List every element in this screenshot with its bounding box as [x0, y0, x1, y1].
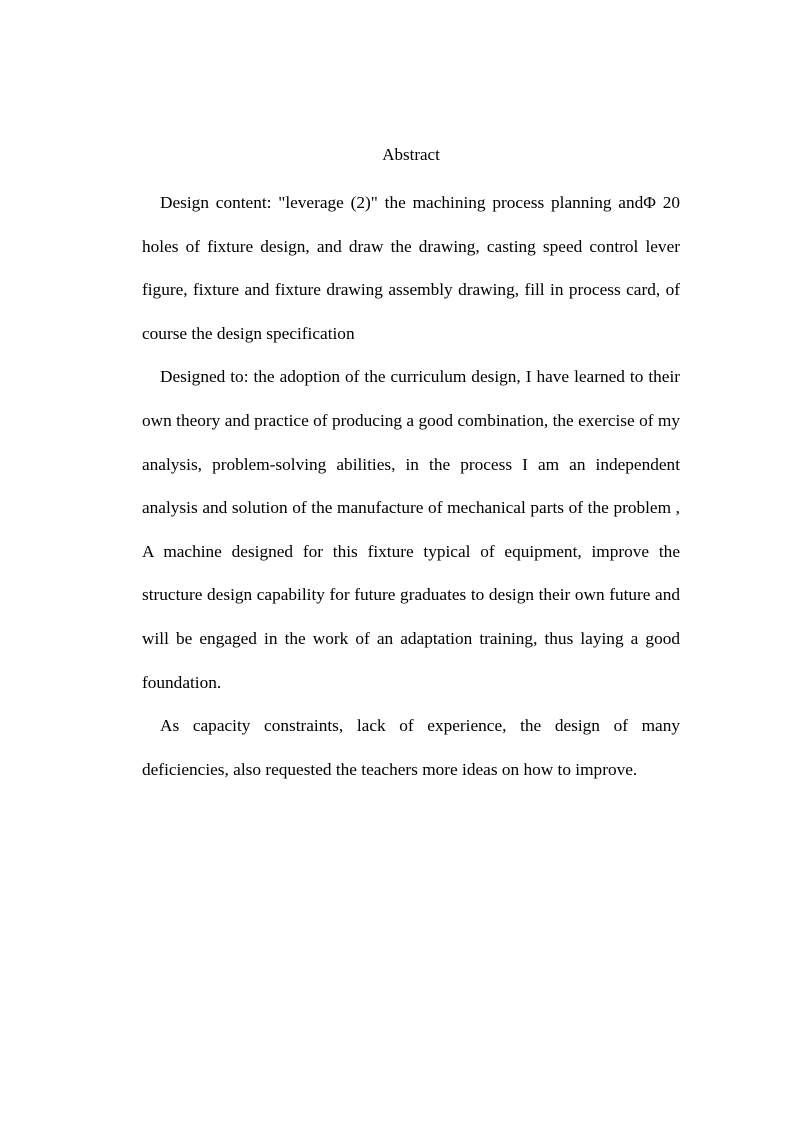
abstract-paragraph-deficiencies: As capacity constraints, lack of experience, the design of many deficiencies, also requested the teachers more ideas on how to improve. [142, 716, 680, 779]
abstract-paragraph-design-content: Design content: "leverage (2)" the machining process planning andΦ 20 holes of fixture design, and draw the drawing, casting speed control lever figure, fixture and fixture drawing assembly drawing, fill in process card, of course the design specification [142, 193, 680, 343]
abstract-title: Abstract [382, 145, 440, 164]
abstract-paragraph-design-goals: Designed to: the adoption of the curriculum design, I have learned to their own theory and practice of producing a good combination, the exercise of my analysis, problem-solving abilities, in the process I am an independent analysis and solution of the manufacture of mechanical parts of the problem , A machine designed for this fixture typical of equipment, improve the structure design capability for future graduates to design their own future and will be engaged in the work of an adaptation training, thus laying a good foundation. [142, 367, 680, 692]
abstract-body [142, 181, 680, 791]
